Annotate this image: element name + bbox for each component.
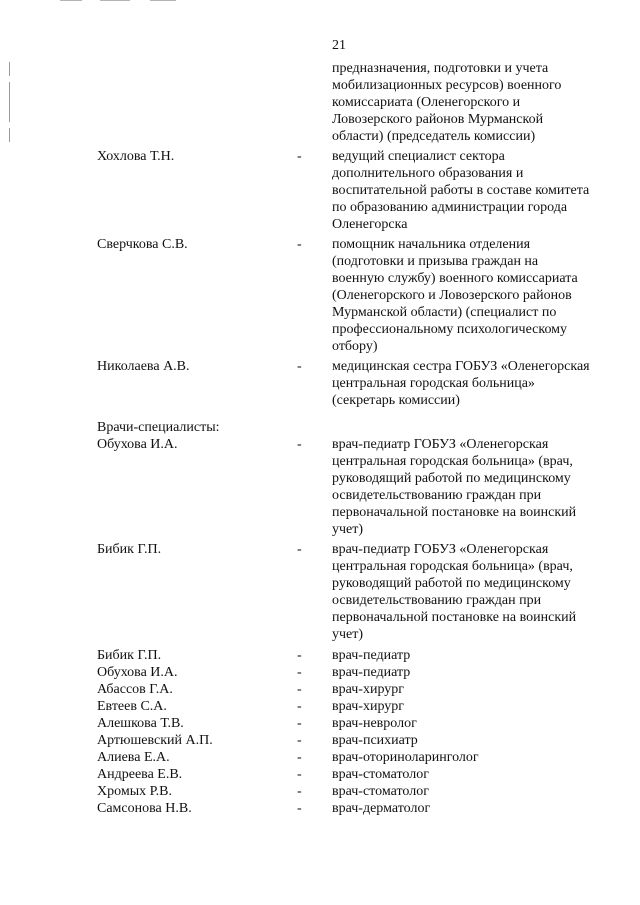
role-description: ведущий специалист сектора дополнительного образования и воспитательной работы в составе комитета по образованию администрации города Оленегорска	[332, 149, 590, 232]
list-item	[0, 148, 640, 233]
list-item	[0, 715, 640, 732]
role-description: врач-хирург	[332, 699, 405, 714]
list-item	[0, 800, 640, 817]
role-description: врач-оториноларинголог	[332, 750, 479, 765]
dash: -	[297, 716, 302, 731]
list-item	[0, 783, 640, 800]
role-description: медицинская сестра ГОБУЗ «Оленегорская центральная городская больница» (секретарь комиссии)	[332, 359, 590, 408]
list-item	[0, 647, 640, 664]
dash: -	[297, 437, 302, 452]
dash: -	[297, 733, 302, 748]
dash: -	[297, 665, 302, 680]
dash: -	[297, 237, 302, 252]
member-name: Хромых Р.В.	[97, 784, 172, 799]
dash: -	[297, 699, 302, 714]
role-description: врач-педиатр ГОБУЗ «Оленегорская центральная городская больница» (врач, руководящий работой по медицинскому освидетельствованию граждан при первоначальной постановке на воинский учет)	[332, 437, 577, 537]
member-name: Обухова И.А.	[97, 437, 178, 452]
member-name: Сверчкова С.В.	[97, 237, 188, 252]
dash: -	[297, 648, 302, 663]
dash: -	[297, 767, 302, 782]
dash: -	[297, 750, 302, 765]
role-description: врач-стоматолог	[332, 784, 429, 799]
role-description: помощник начальника отделения (подготовки и призыва граждан на военную службу) военного комиссариата (Оленегорского и Ловозерского районов Мурманской области) (специалист по профессиональному психологическому отбору)	[332, 237, 578, 354]
role-description: врач-педиатр	[332, 648, 411, 663]
dash: -	[297, 359, 302, 374]
member-name: Бибик Г.П.	[97, 648, 162, 663]
member-name: Андреева Е.В.	[97, 767, 183, 782]
member-name: Евтеев С.А.	[97, 699, 167, 714]
commission-list	[0, 60, 640, 817]
dash: -	[297, 801, 302, 816]
member-name: Николаева А.В.	[97, 359, 190, 374]
role-description: врач-хирург	[332, 682, 405, 697]
member-name: Бибик Г.П.	[97, 542, 162, 557]
list-item	[0, 358, 640, 409]
dash: -	[297, 542, 302, 557]
role-description: врач-психиатр	[332, 733, 418, 748]
dash: -	[297, 682, 302, 697]
scan-mark	[100, 0, 130, 1]
member-name: Абассов Г.А.	[97, 682, 173, 697]
role-description: предназначения, подготовки и учета мобилизационных ресурсов) военного комиссариата (Оленегорского и Ловозерского районов Мурманской области) (председатель комиссии)	[332, 61, 562, 144]
list-item	[0, 436, 640, 538]
list-item	[0, 60, 640, 145]
page-number: 21	[332, 38, 346, 53]
role-description: врач-педиатр ГОБУЗ «Оленегорская центральная городская больница» (врач, руководящий работой по медицинскому освидетельствованию граждан при первоначальной постановке на воинский учет)	[332, 542, 577, 642]
dash: -	[297, 149, 302, 164]
scan-mark	[60, 0, 82, 1]
member-name: Обухова И.А.	[97, 665, 178, 680]
member-name: Хохлова Т.Н.	[97, 149, 175, 164]
dash: -	[297, 784, 302, 799]
section-heading: Врачи-специалисты:	[97, 420, 220, 435]
role-description: врач-дерматолог	[332, 801, 431, 816]
list-item	[0, 766, 640, 783]
list-item	[0, 541, 640, 643]
list-item	[0, 749, 640, 766]
member-name: Артюшевский А.П.	[97, 733, 213, 748]
list-item	[0, 698, 640, 715]
member-name: Самсонова Н.В.	[97, 801, 192, 816]
list-item	[0, 732, 640, 749]
scan-mark	[150, 0, 176, 1]
list-item	[0, 664, 640, 681]
role-description: врач-педиатр	[332, 665, 411, 680]
member-name: Алиева Е.А.	[97, 750, 170, 765]
list-item	[0, 681, 640, 698]
member-name: Алешкова Т.В.	[97, 716, 184, 731]
role-description: врач-невролог	[332, 716, 417, 731]
list-item	[0, 236, 640, 355]
role-description: врач-стоматолог	[332, 767, 429, 782]
